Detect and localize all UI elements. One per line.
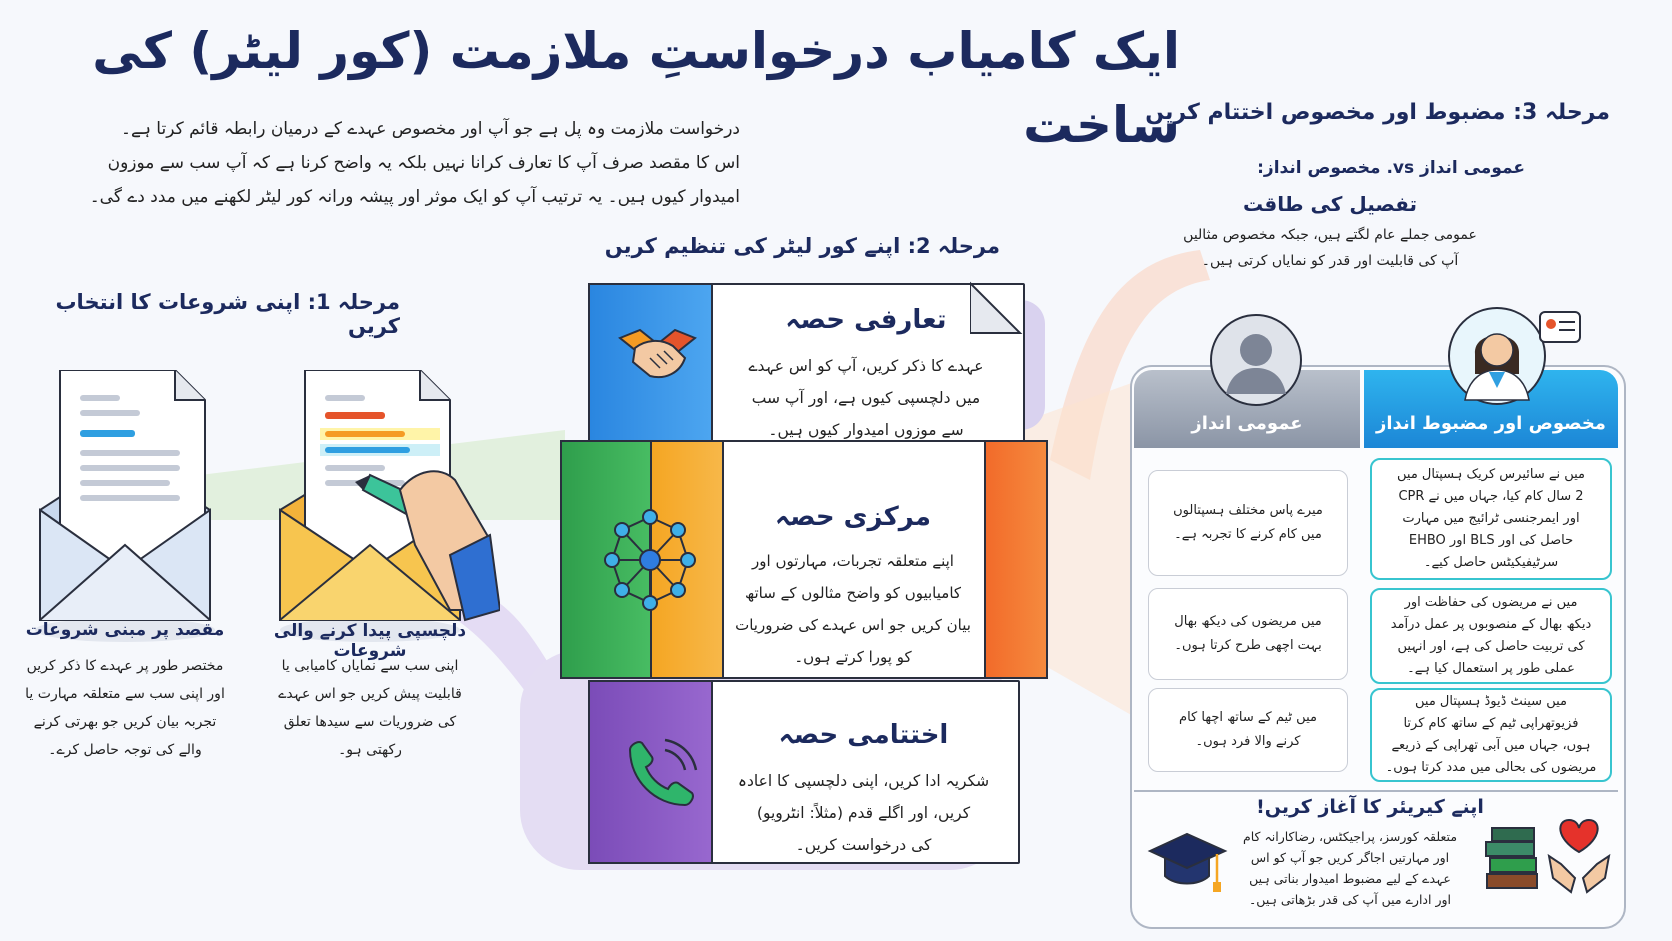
specific-example-card — [1370, 688, 1612, 782]
card-line: اور ایمرجنسی ٹرائیج میں مہارت — [1402, 511, 1580, 526]
card-line: سرٹیفیکیٹس حاصل کیے۔ — [1423, 555, 1559, 570]
phone-icon — [620, 735, 700, 815]
graduation-cap-icon — [1145, 826, 1230, 898]
card-line: میں ٹیم کے ساتھ اچھا کام — [1179, 710, 1317, 725]
section-line: میں دلچسپی کیوں ہے، اور آپ سب — [751, 389, 981, 407]
specific-column-header: مخصوص اور مضبوط انداز — [1364, 370, 1618, 448]
card-line: بہت اچھی طرح کرتا ہوں۔ — [1174, 638, 1322, 653]
card-line: میں کام کرنے کا تجربہ ہے۔ — [1174, 527, 1322, 542]
divider — [1134, 790, 1618, 792]
option-line: اپنی سب سے نمایاں کامیابی یا — [281, 658, 459, 674]
section-line: بیان کریں جو اس عہدے کی ضروریات — [735, 616, 971, 634]
option-line: تجربہ بیان کریں جو بھرتی کرنے — [33, 714, 217, 730]
power-line: آپ کی قابلیت اور قدر کو نمایاں کرتی ہیں۔ — [1201, 253, 1459, 269]
specific-example-card — [1370, 458, 1612, 580]
intro-line: امیدوار کیوں ہیں۔ یہ ترتیب آپ کو ایک موثر اور پیشہ ورانہ کور لیٹر لکھنے میں مدد دے گی۔ — [89, 187, 740, 207]
power-line: عمومی جملے عام لگتے ہیں، جبکہ مخصوص مثالیں — [1183, 227, 1477, 243]
card-line: میں سینٹ ڈیوڈ ہسپتال میں — [1415, 694, 1567, 709]
section-description — [711, 765, 1016, 861]
power-of-detail-title: تفصیل کی طاقت — [1242, 192, 1418, 216]
doctor-avatar — [1445, 304, 1585, 408]
heart-hands-icon — [1545, 816, 1613, 896]
option-description — [20, 652, 230, 764]
specific-example-card — [1370, 588, 1612, 684]
section-title: تعارفی حصہ — [785, 305, 947, 335]
card-line: مریضوں کی بحالی میں مدد کرتا ہوں۔ — [1385, 760, 1597, 775]
card-line: دیکھ بھال کے منصوبوں پر عمل درآمد — [1390, 617, 1592, 632]
section-line: سے موزوں امیدوار کیوں ہیں۔ — [768, 421, 964, 439]
section-line: کریں، اور اگلے قدم (مثلاً: انٹرویو) — [756, 804, 971, 822]
option-title: مقصد پر مبنی شروعات — [25, 620, 225, 640]
card-line: 2 سال کام کیا، جہاں میں نے CPR — [1398, 489, 1584, 504]
section-color-strip — [984, 440, 1048, 679]
section-line: کی درخواست کریں۔ — [795, 836, 932, 854]
section-line: کامیابیوں کو واضح مثالوں کے ساتھ — [744, 584, 962, 602]
option-description — [250, 652, 490, 764]
option-line: اور اپنی سب سے متعلقہ مہارت یا — [25, 686, 225, 702]
general-column-header: عمومی انداز — [1134, 370, 1360, 448]
option-line: مختصر طور پر عہدے کا ذکر کریں — [26, 658, 224, 674]
envelope-icon — [30, 370, 220, 645]
section-description — [722, 545, 984, 673]
card-line: میں نے مریضوں کی حفاظت اور — [1404, 595, 1578, 610]
envelope-pen-icon — [275, 370, 500, 645]
general-example-card — [1148, 470, 1348, 576]
books-icon — [1482, 826, 1542, 896]
career-start-text — [1225, 826, 1475, 910]
section-line: شکریہ ادا کریں، اپنی دلچسپی کا اعادہ — [737, 772, 990, 790]
card-line: میں مریضوں کی دیکھ بھال — [1174, 614, 1322, 629]
card-line: کرنے والا فرد ہوں۔ — [1195, 734, 1301, 749]
card-line: میں نے سائیرس کریک ہسپتال میں — [1397, 467, 1585, 482]
section-description — [711, 350, 1021, 446]
intro-line: اس کا مقصد صرف آپ کا تعارف کرانا نہیں بلکہ یہ واضح کرنا ہے کہ آپ سب سے موزون — [107, 153, 740, 173]
section-line: کو پورا کرتے ہوں۔ — [794, 648, 912, 666]
network-icon — [600, 505, 700, 615]
step3-subheading: عمومی انداز vs. مخصوص انداز: — [1257, 158, 1525, 178]
option-title: دلچسپی پیدا کرنے والی شروعات — [273, 621, 467, 661]
card-line: حاصل کی اور BLS اور EHBO — [1408, 533, 1574, 548]
career-line: عہدے کے لیے مضبوط امیدوار بناتی ہیں — [1249, 871, 1451, 886]
career-line: اور ادارے میں آپ کی قدر بڑھاتی ہیں۔ — [1248, 892, 1451, 907]
career-line: متعلقہ کورسز، پراجیکٹس، رضاکارانہ کام — [1242, 829, 1458, 844]
option-line: کی ضروریات سے سیدھا تعلق — [283, 714, 457, 730]
section-title: اختتامی حصہ — [778, 720, 949, 750]
card-line: عملی طور پر استعمال کیا ہے۔ — [1407, 661, 1575, 676]
card-line: ہوں، جہاں میں آبی تھراپی کے ذریعے — [1391, 738, 1591, 753]
option-line: قابلیت پیش کریں جو اس عہدے — [278, 686, 462, 702]
handshake-icon — [615, 318, 700, 388]
card-line: میرے پاس مختلف ہسپتالوں — [1173, 503, 1323, 518]
option-line: والے کی توجہ حاصل کرے۔ — [48, 742, 202, 758]
general-example-card — [1148, 688, 1348, 772]
career-start-title: اپنے کیریئر کا آغاز کریں! — [1256, 796, 1484, 818]
card-line: فزیوتھراپی ٹیم کے ساتھ کام کرتا — [1403, 716, 1579, 731]
page-title: ایک کامیاب درخواستِ ملازمت (کور لیٹر) کی ساخت — [92, 22, 1180, 154]
option-line: رکھتی ہو۔ — [338, 742, 402, 758]
card-line: کی تربیت حاصل کی ہے، اور انہیں — [1397, 639, 1585, 654]
section-title: مرکزی حصہ — [774, 502, 932, 532]
power-of-detail-text — [1130, 222, 1530, 274]
generic-person-avatar — [1208, 312, 1304, 408]
step2-heading: مرحلہ 2: اپنے کور لیٹر کی تنظیم کریں — [604, 234, 1000, 258]
step3-heading: مرحلہ 3: مضبوط اور مخصوص اختتام کریں — [1145, 100, 1610, 125]
step1-heading: مرحلہ 1: اپنی شروعات کا انتخاب کریں — [55, 290, 400, 338]
career-line: اور مہارتیں اجاگر کریں جو آپ کو اس — [1250, 850, 1450, 865]
section-line: اپنے متعلقہ تجربات، مہارتوں اور — [752, 552, 954, 570]
general-example-card — [1148, 588, 1348, 680]
section-line: عہدے کا ذکر کریں، آپ کو اس عہدے — [748, 357, 984, 375]
intro-line: درخواست ملازمت وہ پل ہے جو آپ اور مخصوص عہدے کے درمیان رابطہ قائم کرتا ہے۔ — [121, 119, 740, 139]
